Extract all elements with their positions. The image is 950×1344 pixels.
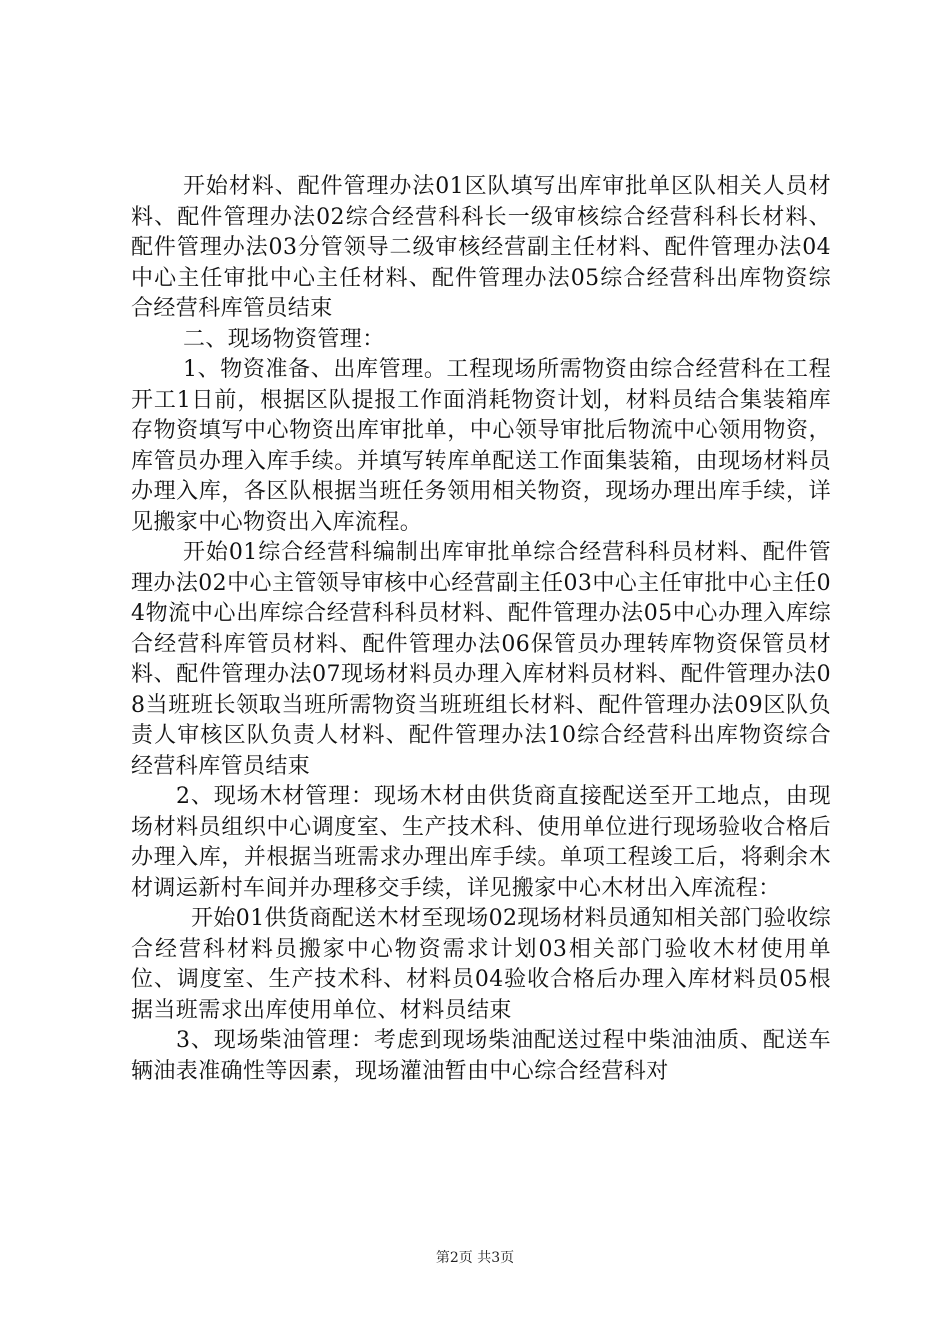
paragraph-diesel-management: 3、现场柴油管理：考虑到现场柴油配送过程中柴油油质、配送车辆油表准确性等因素，现场灌油暂由中心综合经营科对 [131,1028,831,1084]
paragraph-flow-2: 开始01综合经营科编制出库审批单综合经营科科员材料、配件管理办法02中心主管领导审核中心经营副主任03中心主任审批中心主任04物流中心出库综合经营科科员材料、配件管理办法05中心办理入库综合经营科库管员材料、配件管理办法06保管员办理转库物资保管员材料、配件管理办法07现场材料员办理入库材料员材料、配件管理办法08当班班长领取当班所需物资当班班组长材料、配件管理办法09区队负责人审核区队负责人材料、配件管理办法10综合经营科出库物资综合经营科库管员结束 [131,540,831,779]
paragraph-flow-3: 开始01供货商配送木材至现场02现场材料员通知相关部门验收综合经营科材料员搬家中心物资需求计划03相关部门验收木材使用单位、调度室、生产技术科、材料员04验收合格后办理入库材料员05根据当班需求出库使用单位、材料员结束 [131,906,831,1023]
paragraph-materials-outbound: 1、物资准备、出库管理。工程现场所需物资由综合经营科在工程开工1日前，根据区队提报工作面消耗物资计划，材料员结合集装箱库存物资填写中心物资出库审批单，中心领导审批后物流中心领用物资，库管员办理入库手续。并填写转库单配送工作面集装箱，由现场材料员办理入库，各区队根据当班任务领用相关物资，现场办理出库手续，详见搬家中心物资出入库流程。 [131,357,831,535]
section-heading-site-materials: 二、现场物资管理： [183,326,385,352]
document-body [131,172,831,1087]
page-footer: 第2页 共3页 [435,1250,515,1266]
paragraph-flow-1: 开始材料、配件管理办法01区队填写出库审批单区队相关人员材料、配件管理办法02综合经营科科长一级审核综合经营科科长材料、配件管理办法03分管领导二级审核经营副主任材料、配件管理办法04中心主任审批中心主任材料、配件管理办法05综合经营科出库物资综合经营科库管员结束 [131,174,831,321]
paragraph-timber-management: 2、现场木材管理：现场木材由供货商直接配送至开工地点，由现场材料员组织中心调度室、生产技术科、使用单位进行现场验收合格后办理入库，并根据当班需求办理出库手续。单项工程竣工后，将剩余木材调运新村车间并办理移交手续，详见搬家中心木材出入库流程： [131,784,831,901]
